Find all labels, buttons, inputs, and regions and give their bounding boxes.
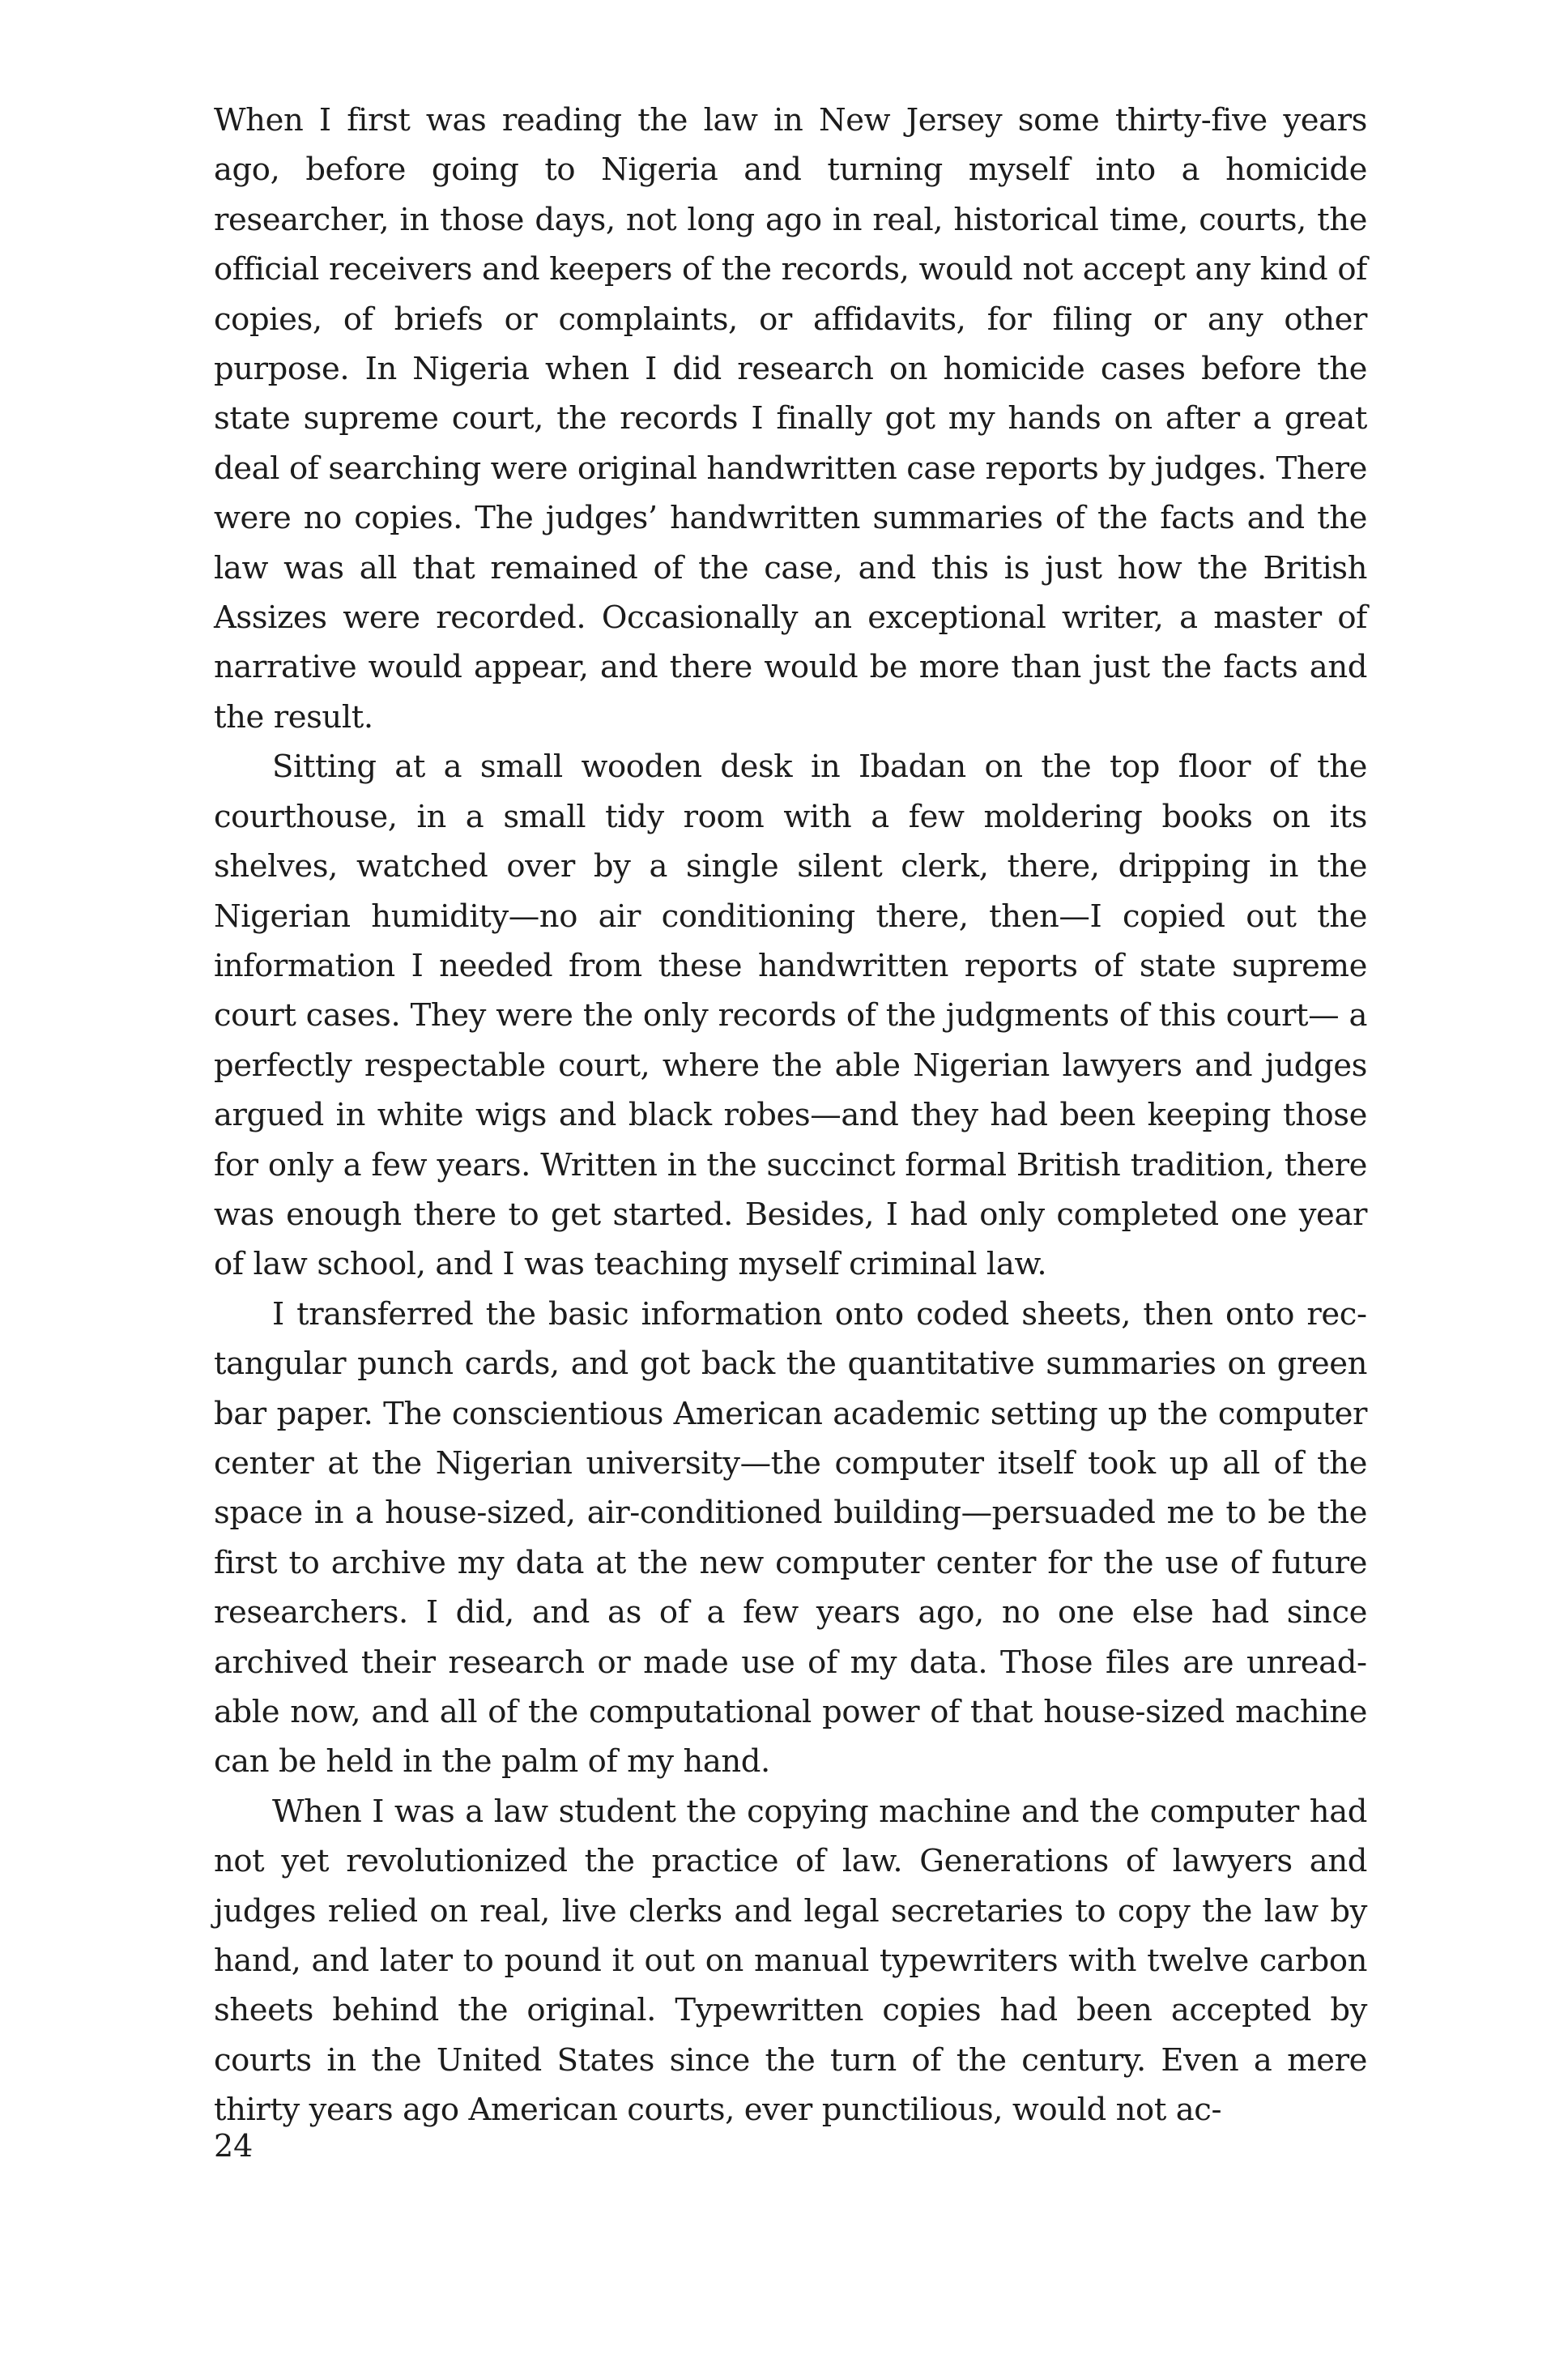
page-body — [214, 96, 1367, 2135]
page-number: 24 — [214, 2128, 254, 2164]
paragraph-2: Sitting at a small wooden desk in Ibadan on the top floor of the courthouse, in a small tidy room with a few moldering books on its shelves, watched over by a single silent clerk, there, dripping in the Nigerian humidity—no air conditioning there, then—I copied out the information I needed from these handwritten reports of state supreme court cases. They were the only records of the judgments of this court— a perfectly respectable court, where the able Nigerian lawyers and judges argued in white wigs and black robes—and they had been keeping those for only a few years. Written in the succinct formal British tradition, there was enough there to get started. Besides, I had only completed one year of law school, and I was teaching myself criminal law. — [214, 748, 1367, 1283]
paragraph-3: I transferred the basic information onto coded sheets, then onto rectangular punch cards, and got back the quantitative summaries on green bar paper. The conscientious American academic setting up the computer center at the Nigerian university—the computer itself took up all of the space in a house-sized, air-conditioned building—persuaded me to be the first to archive my data at the new computer center for the use of future researchers. I did, and as of a few years ago, no one else had since archived their research or made use of my data. Those files are unreadable now, and all of the computational power of that house-sized machine can be held in the palm of my hand. — [214, 1295, 1367, 1781]
paragraph-1: When I first was reading the law in New Jersey some thirty-five years ago, before going to Nigeria and turning myself into a homicide researcher, in those days, not long ago in real, historical time, courts, the official receivers and keepers of the records, would not accept any kind of copies, of briefs or complaints, or affidavits, for filing or any other purpose. In Nigeria when I did research on homicide cases before the state supreme court, the records I finally got my hands on after a great deal of searching were original handwritten case reports by judges. There were no copies. The judges’ handwritten summaries of the facts and the law was all that remained of the case, and this is just how the British Assizes were recorded. Occasionally an exceptional writer, a master of narrative would appear, and there would be more than just the facts and the result. — [214, 102, 1367, 736]
paragraph-4: When I was a law student the copying machine and the computer had not yet revolutionized the practice of law. Generations of lawyers and judges relied on real, live clerks and legal secretaries to copy the law by hand, and later to pound it out on manual typewriters with twelve carbon sheets behind the original. Typewritten copies had been accepted by courts in the United States since the turn of the century. Even a mere thirty years ago American courts, ever punctilious, would not ac- — [214, 1793, 1367, 2129]
